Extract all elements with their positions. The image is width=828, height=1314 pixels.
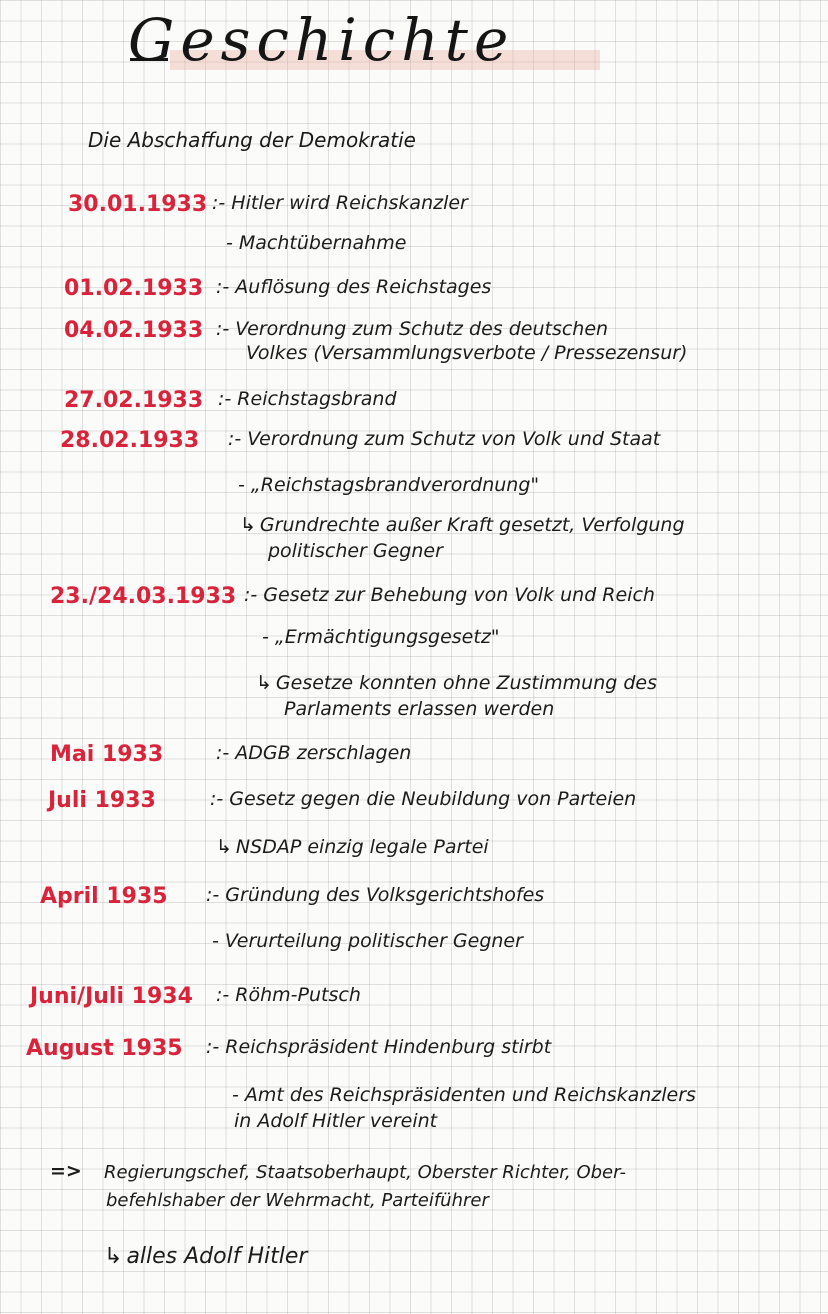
entry-text: in Adolf Hitler vereint (234, 1110, 438, 1132)
entry-result (240, 514, 685, 536)
date-label: 28.02.1933 (60, 428, 200, 453)
entry-text: :- Gesetz zur Behebung von Volk und Reich (244, 584, 655, 606)
entry-text: Gesetze konnten ohne Zustimmung des (275, 672, 657, 694)
entry-text: - Amt des Reichspräsidenten und Reichskanzlers (232, 1084, 696, 1106)
return-arrow-icon: ↳ (256, 672, 272, 694)
entry-text: :- Verordnung zum Schutz des deutschen (216, 318, 609, 340)
entry-text: NSDAP einzig legale Partei (235, 836, 489, 858)
entry-text: :- ADGB zerschlagen (216, 742, 412, 764)
conclusion-text: Regierungschef, Staatsoberhaupt, Oberster Richter, Ober- (104, 1162, 627, 1183)
date-label: 01.02.1933 (64, 276, 204, 301)
entry-text: :- Gesetz gegen die Neubildung von Parteien (210, 788, 637, 810)
conclusion-text: befehlshaber der Wehrmacht, Parteiführer (106, 1190, 489, 1211)
conclusion-text: alles Adolf Hitler (126, 1244, 308, 1269)
entry-text: :- Röhm-Putsch (216, 984, 361, 1006)
entry-text: Volkes (Versammlungsverbote / Pressezensur) (246, 342, 688, 364)
entry-text: - Verurteilung politischer Gegner (212, 930, 523, 952)
entry-text: Parlaments erlassen werden (284, 698, 555, 720)
entry-text: :- Gründung des Volksgerichtshofes (206, 884, 545, 906)
date-label: April 1935 (40, 884, 168, 909)
date-label: 30.01.1933 (68, 192, 208, 217)
subtitle: Die Abschaffung der Demokratie (88, 128, 416, 152)
date-label: August 1935 (26, 1036, 183, 1061)
date-label: 23./24.03.1933 (50, 584, 237, 609)
return-arrow-icon: ↳ (240, 514, 256, 536)
date-label: Mai 1933 (50, 742, 164, 767)
entry-text: Grundrechte außer Kraft gesetzt, Verfolgung (259, 514, 685, 536)
entry-text: :- Reichstagsbrand (218, 388, 397, 410)
entry-text: - „Ermächtigungsgesetz" (262, 626, 500, 648)
entry-text: politischer Gegner (268, 540, 443, 562)
entry-result (256, 672, 657, 694)
date-label: Juli 1933 (48, 788, 156, 813)
conclusion-result (104, 1244, 307, 1269)
entry-text: - Machtübernahme (226, 232, 407, 254)
return-arrow-icon: ↳ (104, 1244, 123, 1269)
date-label: Juni/Juli 1934 (30, 984, 193, 1009)
entry-result (216, 836, 489, 858)
date-label: 04.02.1933 (64, 318, 204, 343)
entry-text: :- Reichspräsident Hindenburg stirbt (206, 1036, 552, 1058)
date-label: 27.02.1933 (64, 388, 204, 413)
return-arrow-icon: ↳ (216, 836, 232, 858)
entry-text: - „Reichstagsbrandverordnung" (238, 474, 540, 496)
entry-text: :- Auflösung des Reichstages (216, 276, 492, 298)
entry-text: :- Hitler wird Reichskanzler (212, 192, 468, 214)
conclusion-arrow: => (50, 1160, 82, 1182)
page-title: Geschichte (128, 6, 515, 74)
entry-text: :- Verordnung zum Schutz von Volk und Staat (228, 428, 661, 450)
